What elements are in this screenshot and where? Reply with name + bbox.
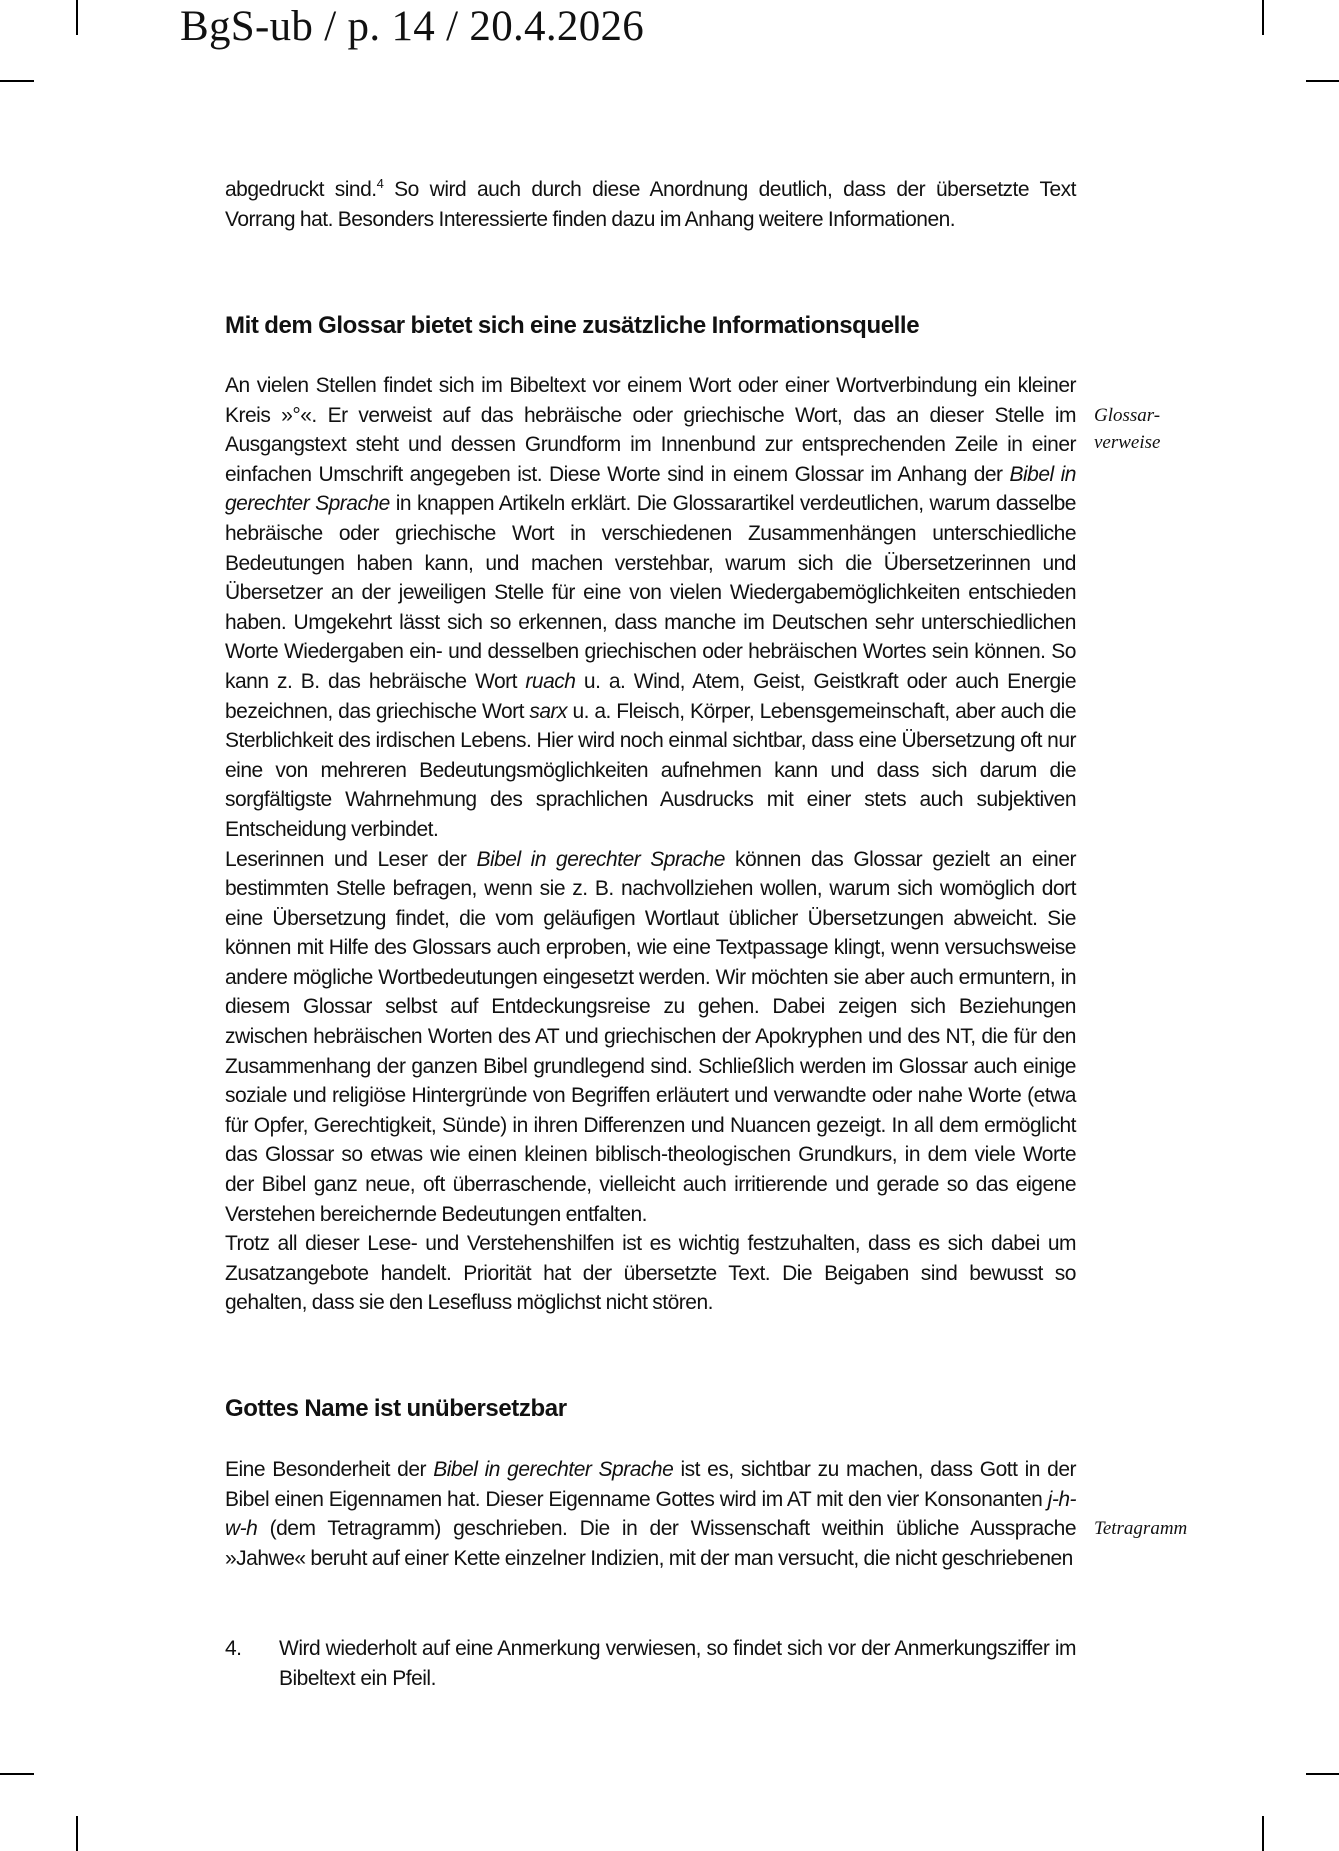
- term-italic: sarx: [529, 699, 568, 723]
- paragraph: [225, 1455, 1076, 1573]
- intro-text-rest: So wird auch durch diese Anordnung deutlich, dass der übersetzte Text Vorrang hat. Besonders Interessierte finden dazu im Anhang weitere Informationen.: [225, 178, 1076, 231]
- term-italic: ruach: [525, 669, 576, 693]
- intro-text: abgedruckt sind.: [225, 178, 377, 201]
- crop-mark-top-right-horizontal: [1306, 80, 1339, 82]
- book-title-italic: Bibel in gerechter Sprache: [476, 847, 725, 871]
- section-heading: Mit dem Glossar bietet sich eine zusätzliche Informationsquelle: [225, 312, 920, 339]
- footnote-number: 4.: [225, 1637, 242, 1660]
- paragraph: Trotz all dieser Lese- und Verstehenshilfen ist es wichtig festzuhalten, dass es sich dabei um Zusatzangebote handelt. Priorität hat der übersetzte Text. Die Beigaben sind bewusst so gehalten, dass sie den Lesefluss möglichst nicht stören.: [225, 1232, 1076, 1315]
- section-gottes-name-body: [225, 1455, 1076, 1573]
- crop-mark-top-right-vertical: [1262, 0, 1264, 35]
- term-italic: j-h-w-h: [225, 1487, 1076, 1541]
- crop-mark-bottom-right-vertical: [1262, 1816, 1264, 1851]
- book-title-italic: Bibel in gerechter Sprache: [433, 1458, 674, 1481]
- section-glossar-body: [225, 371, 1076, 1318]
- crop-mark-top-left-vertical: [76, 0, 78, 35]
- crop-mark-top-left-horizontal: [0, 80, 34, 82]
- text-run: An vielen Stellen findet sich im Bibeltext vor einem Wort oder einer Wortverbindung ein kleiner Kreis »°«. Er verweist auf das hebräische oder griechische Wort, das an dieser Stelle im Ausgangstext steht und dessen Grundform im Innenbund zur entsprechenden Zeile in einer einfachen Umschrift angegeben ist. Diese Worte sind in einem Glossar im Anhang der: [225, 374, 1076, 486]
- running-head: BgS-ub / p. 14 / 20.4.2026: [180, 3, 645, 50]
- margin-note-line: verweise: [1094, 432, 1161, 453]
- section-glossar: [225, 311, 1076, 341]
- text-run: können das Glossar gezielt an einer bestimmten Stelle befragen, wenn sie z. B. nachvollziehen wollen, warum sich womöglich dort eine Übersetzung findet, die vom geläufigen Wortlaut üblicher Übersetzungen abweicht. Sie können mit Hilfe des Glossars auch erproben, wie eine Textpassage klingt, wenn versuchsweise andere mögliche Wortbedeutungen eingesetzt werden. Wir möchten sie aber auch ermuntern, in diesem Glossar selbst auf Entdeckungsreise zu gehen. Dabei zeigen sich Beziehungen zwischen hebräischen Worten des AT und griechischen der Apokryphen und des NT, die für den Zusammenhang der ganzen Bibel grundlegend sind. Schließlich werden im Glossar auch einige soziale und religiöse Hintergründe von Begriffen erläutert und verwandte oder nahe Worte (etwa für Opfer, Gerechtigkeit, Sünde) in ihren Differenzen und Nuancen gezeigt. In all dem ermöglicht das Glossar so etwas wie einen kleinen biblisch-theologischen Grundkurs, in dem viele Worte der Bibel ganz neue, oft überraschende, vielleicht auch irritierende und gerade so das eigene Verstehen bereichernde Bedeutungen entfalten.: [225, 847, 1077, 1226]
- text-run: u. a. Fleisch, Körper, Lebensgemeinschaft, aber auch die Sterblichkeit des irdischen Lebens. Hier wird noch einmal sichtbar, dass eine Übersetzung oft nur eine von mehreren Bedeutungsmöglichkeiten aufnehmen kann und dass sich darum die sorgfältigste Wahrnehmung des sprachlichen Ausdrucks mit einer stets auch subjektiven Entscheidung verbindet.: [225, 699, 1076, 841]
- paragraph: [225, 845, 1076, 1230]
- text-run: Leserinnen und Leser der: [225, 847, 477, 871]
- paragraph: [225, 371, 1076, 845]
- margin-note-glossar: [1094, 402, 1160, 456]
- section-heading: Gottes Name ist unübersetzbar: [225, 1395, 567, 1422]
- text-run: u. a. Wind, Atem, Geist, Geistkraft oder auch Energie bezeichnen, das griechische Wort: [225, 669, 1076, 723]
- book-title-italic: Bibel in gerechter Sprache: [225, 462, 1076, 516]
- intro-block: [225, 169, 1076, 234]
- crop-mark-bottom-right-horizontal: [1306, 1773, 1339, 1775]
- text-run: in knappen Artikeln erklärt. Die Glossarartikel verdeutlichen, warum dasselbe hebräische oder griechische Wort in verschiedenen Zusammenhängen unterschiedliche Bedeutungen haben kann, und machen verstehbar, warum sich die Übersetzerinnen und Übersetzer an der jeweiligen Stelle für eine von vielen Wiedergabemöglichkeiten entschieden haben. Umgekehrt lässt sich so erkennen, dass manche im Deutschen sehr unterschiedlichen Worte Wiedergaben ein- und desselben griechischen oder hebräischen Wortes sein können. So kann z. B. das hebräische Wort: [225, 492, 1076, 693]
- footnote-text: Wird wiederholt auf eine Anmerkung verwiesen, so findet sich vor der Anmerkungsziffer im Bibeltext ein Pfeil.: [279, 1637, 1076, 1690]
- text-run: ist es, sichtbar zu machen, dass Gott in der Bibel einen Eigennamen hat. Dieser Eigenname Gottes wird im AT mit den vier Konsonanten: [225, 1458, 1077, 1511]
- margin-note-tetragramm: Tetragramm: [1094, 1518, 1188, 1539]
- footnote-reference: 4: [376, 176, 384, 191]
- margin-note-line: Glossar-: [1094, 405, 1161, 426]
- intro-paragraph: [225, 169, 1076, 234]
- section-gottes-name: [225, 1394, 1076, 1424]
- footnote: [225, 1634, 1076, 1693]
- text-run: Eine Besonderheit der: [225, 1458, 434, 1481]
- crop-mark-bottom-left-vertical: [76, 1816, 78, 1851]
- crop-mark-bottom-left-horizontal: [0, 1773, 34, 1775]
- text-run: (dem Tetragramm) geschrieben. Die in der Wissenschaft weithin übliche Aussprache »Jahwe« beruht auf einer Kette einzelner Indizien, mit der man versucht, die nicht geschriebenen: [225, 1517, 1076, 1570]
